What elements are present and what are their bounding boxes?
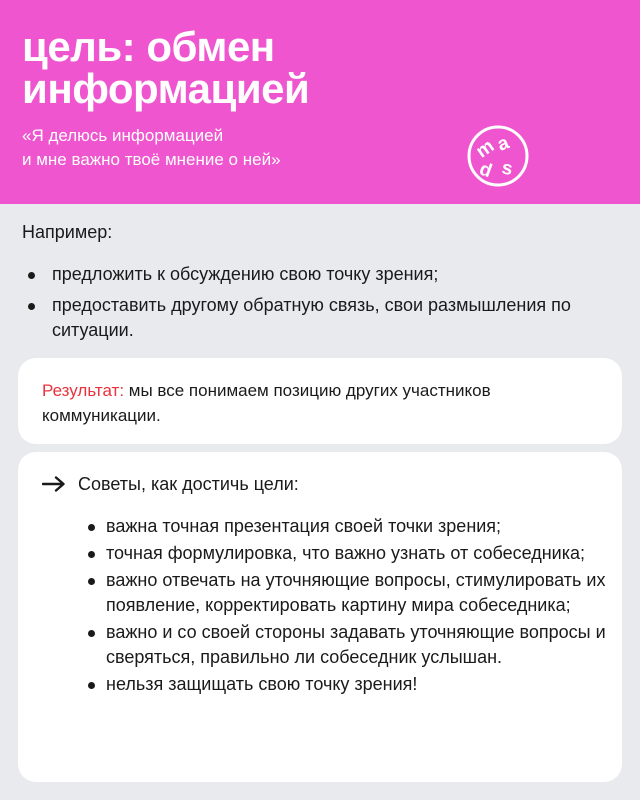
list-item: точная формулировка, что важно узнать от собеседника; [86,541,606,566]
bullet-icon [88,682,95,689]
result-body: мы все понимаем позицию других участников коммуникации. [42,381,491,425]
list-item: важно и со своей стороны задавать уточняющие вопросы и сверяться, правильно ли собеседник услышан. [86,620,606,670]
svg-text:a: a [494,132,512,156]
bullet-icon [88,630,95,637]
intro-label: Например: [22,222,113,242]
bullet-icon [88,551,95,558]
examples-list [22,262,612,349]
result-card [18,358,622,444]
list-item: важно отвечать на уточняющие вопросы, стимулировать их появление, корректировать картину мира собеседника; [86,568,606,618]
svg-text:d: d [476,158,495,183]
header-banner [0,0,640,204]
list-item: нельзя защищать свою точку зрения! [86,672,606,697]
quote-line-2: и мне важно твоё мнение о ней» [22,150,281,169]
bullet-icon [88,524,95,531]
tips-list [86,514,606,699]
bullet-icon [28,303,35,310]
bullet-icon [28,272,35,279]
result-label: Результат: [42,381,125,400]
svg-text:s: s [500,157,515,180]
tips-title: Советы, как достичь цели: [78,474,299,494]
tips-card [18,452,622,782]
quote-line-1: «Я делюсь информацией [22,126,224,145]
result-text [42,378,582,428]
list-item: предложить к обсуждению свою точку зрения; [22,262,612,287]
arrow-right-icon [42,476,66,492]
mads-logo-icon [466,124,530,188]
bullet-icon [88,578,95,585]
svg-text:m: m [472,135,499,163]
page-title: цель: обмен информацией [22,23,310,112]
quote [22,124,442,172]
list-item: предоставить другому обратную связь, свои размышления по ситуации. [22,293,612,343]
list-item: важна точная презентация своей точки зрения; [86,514,606,539]
